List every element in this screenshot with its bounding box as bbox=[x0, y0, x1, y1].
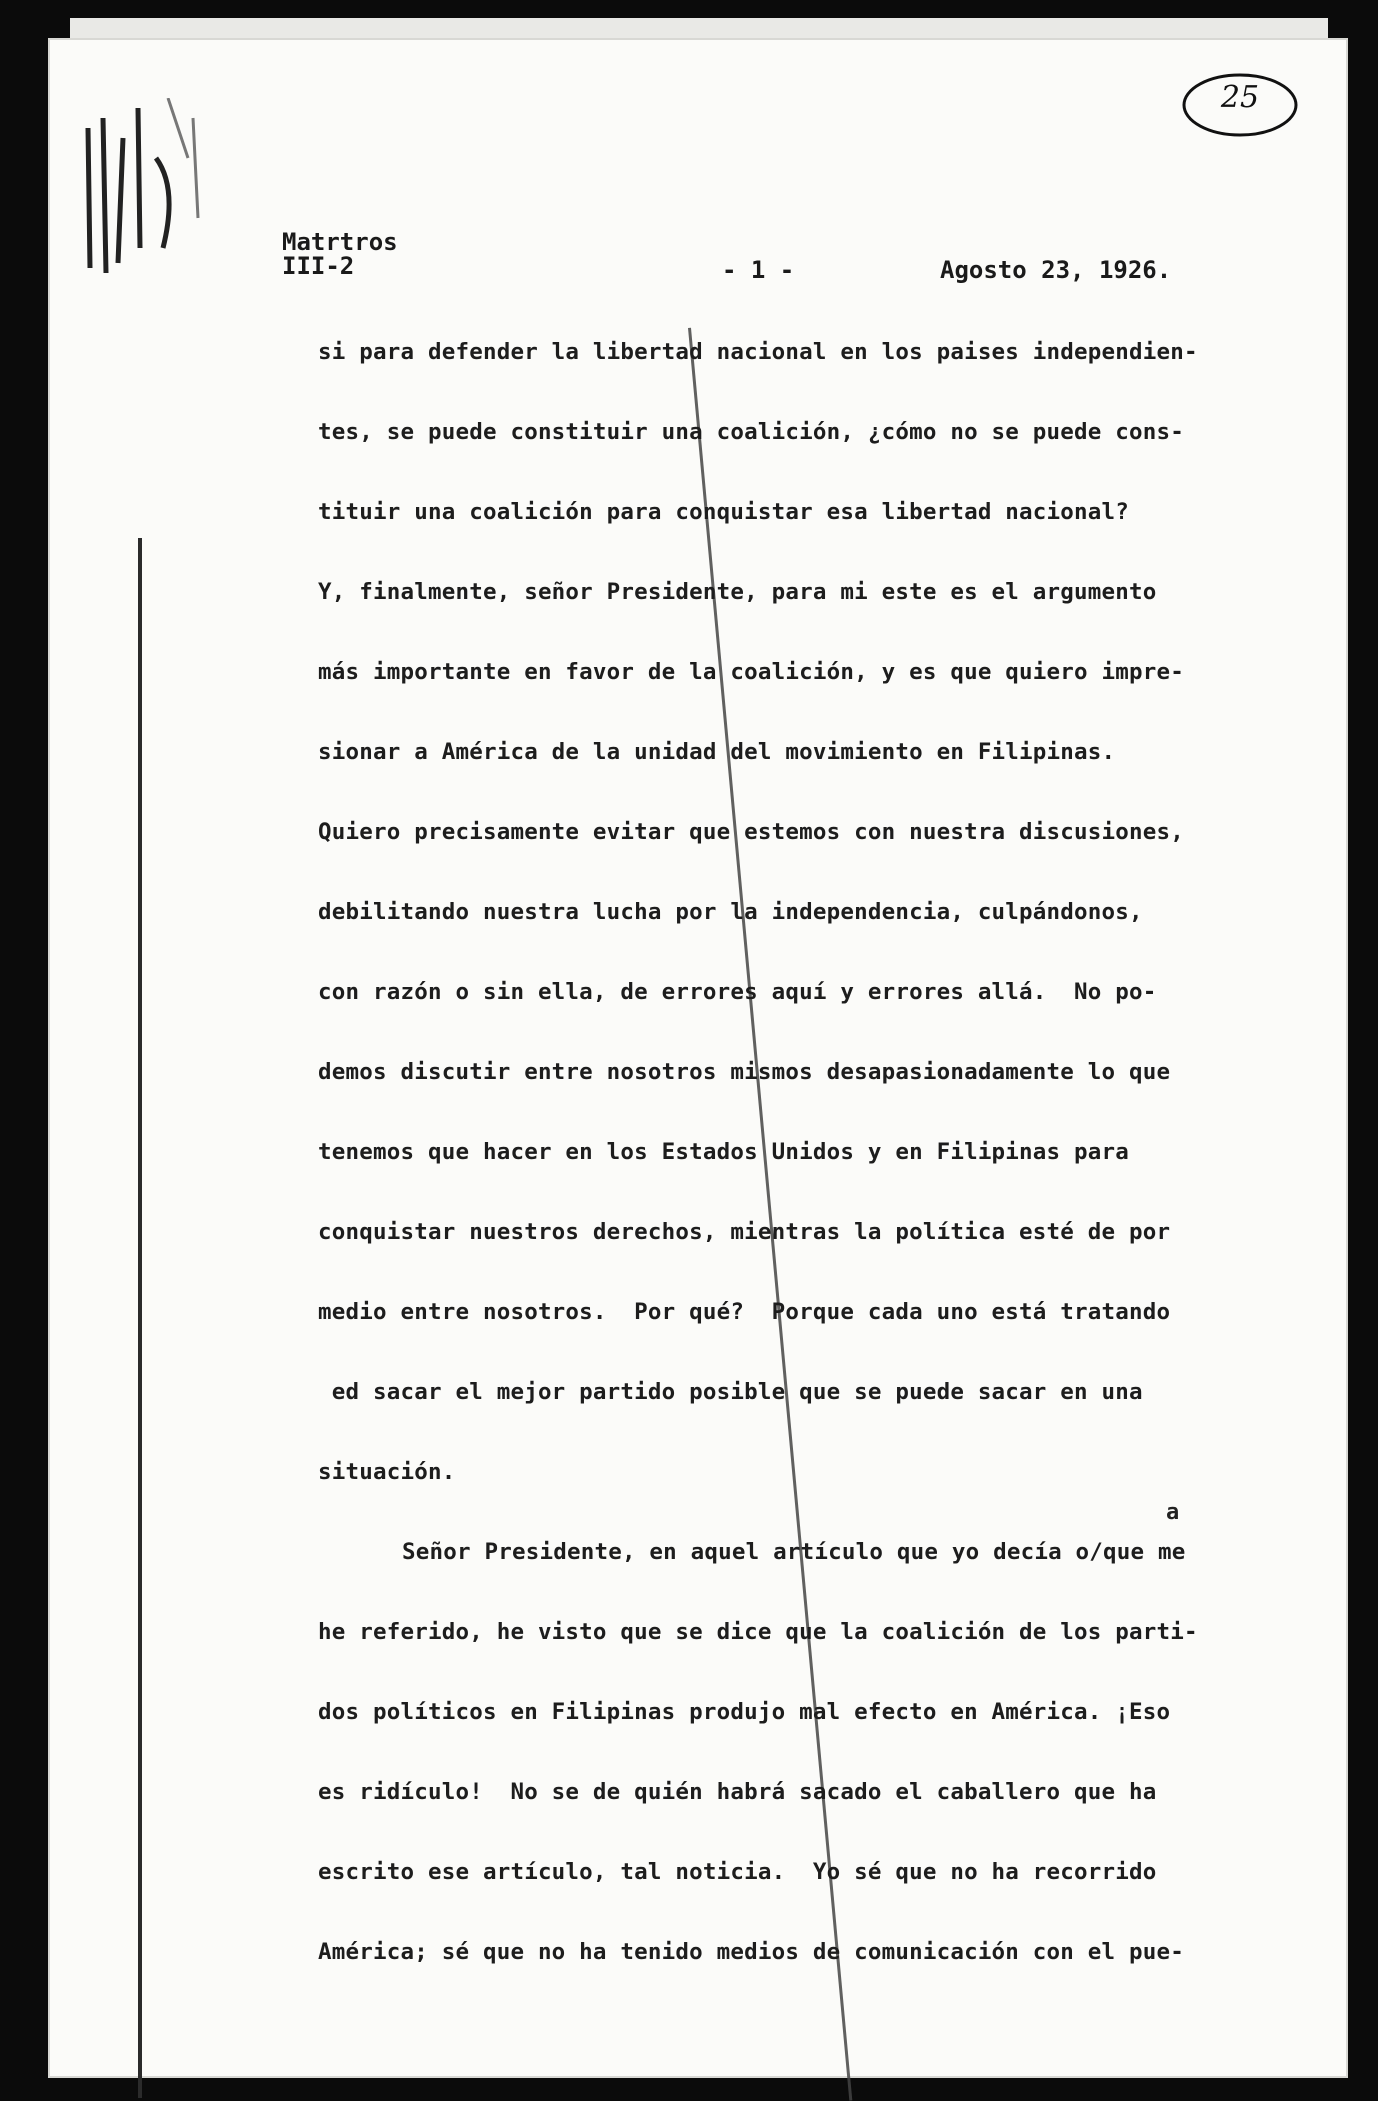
body-line: he referido, he visto que se dice que la coalición de los parti- bbox=[318, 1619, 1198, 1645]
body-line: medio entre nosotros. Por qué? Porque cada uno está tratando bbox=[318, 1299, 1171, 1325]
body-line: es ridículo! No se de quién habrá sacado el caballero que ha bbox=[318, 1779, 1157, 1805]
body-line: América; sé que no ha tenido medios de comunicación con el pue- bbox=[318, 1939, 1185, 1965]
page-number: 25 bbox=[1220, 80, 1260, 115]
handwritten-insertion: a bbox=[1166, 1500, 1180, 1525]
body-line: Quiero precisamente evitar que estemos con nuestra discusiones, bbox=[318, 819, 1185, 845]
body-line: Y, finalmente, señor Presidente, para mi este es el argumento bbox=[318, 579, 1157, 605]
reference-code-line1: Matrtros bbox=[282, 228, 398, 256]
typed-body bbox=[318, 334, 1318, 2014]
body-line: más importante en favor de la coalición, y es que quiero impre- bbox=[318, 659, 1185, 685]
body-line: tenemos que hacer en los Estados Unidos y en Filipinas para bbox=[318, 1139, 1130, 1165]
body-line: debilitando nuestra lucha por la independencia, culpándonos, bbox=[318, 899, 1143, 925]
left-margin-line bbox=[138, 538, 142, 2098]
page-marker: - 1 - bbox=[722, 256, 795, 284]
body-line: Señor Presidente, en aquel artículo que yo decía o/que me bbox=[402, 1539, 1186, 1565]
body-line: ed sacar el mejor partido posible que se puede sacar en una bbox=[318, 1379, 1143, 1405]
body-line: demos discutir entre nosotros mismos desapasionadamente lo que bbox=[318, 1059, 1171, 1085]
document-date: Agosto 23, 1926. bbox=[940, 256, 1172, 284]
body-line: sionar a América de la unidad del movimiento en Filipinas. bbox=[318, 739, 1116, 765]
body-line: situación. bbox=[318, 1459, 456, 1485]
body-line: escrito ese artículo, tal noticia. Yo sé que no ha recorrido bbox=[318, 1859, 1157, 1885]
margin-scribble-icon bbox=[68, 98, 208, 278]
page-number-circle bbox=[1180, 70, 1300, 140]
body-line: con razón o sin ella, de errores aquí y errores allá. No po- bbox=[318, 979, 1157, 1005]
body-line: tes, se puede constituir una coalición, ¿cómo no se puede cons- bbox=[318, 419, 1185, 445]
body-line: conquistar nuestros derechos, mientras la política esté de por bbox=[318, 1219, 1171, 1245]
body-line: tituir una coalición para conquistar esa libertad nacional? bbox=[318, 499, 1130, 525]
body-line: si para defender la libertad nacional en los paises independien- bbox=[318, 339, 1198, 365]
reference-code-line2: III-2 bbox=[282, 252, 355, 280]
body-line: dos políticos en Filipinas produjo mal efecto en América. ¡Eso bbox=[318, 1699, 1171, 1725]
